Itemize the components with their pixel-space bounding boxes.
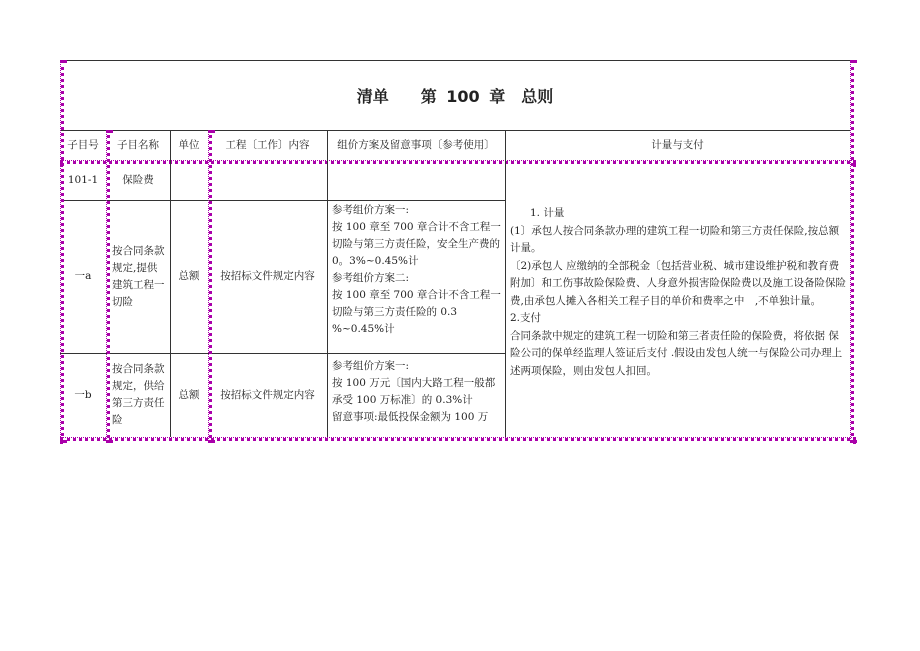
row-content: 按招标文件规定内容 (220, 270, 315, 282)
row-name-text: 按合同条款规定，供给第三方责任险 (112, 363, 165, 426)
payment-line: 1. 计量 (530, 207, 565, 219)
row-name-text: 按合同条款规定,提供建筑工程一切险 (112, 244, 165, 308)
row-code: 101-1 (67, 173, 99, 186)
row-unit: 总额 (178, 388, 200, 401)
payment-line: 合同条款中规定的建筑工程一切险和第三者责任险的保险费，将依据 保险公司的保单经监理人签证后支付 .假设由发包人统一与保险公司办理上述两项保险，则由发包人扣回。 (510, 329, 843, 377)
table-border (60, 60, 850, 61)
pricing-line: 参考组价方案二: (332, 272, 410, 284)
page-title: 清单 第 100 章 总则 (356, 86, 554, 106)
row-pricing (332, 358, 502, 436)
payment-line: 2.支付 (510, 312, 542, 324)
payment-text (510, 205, 847, 380)
row-pricing (332, 202, 502, 338)
header-payment: 计量与支付 (651, 138, 704, 151)
pricing-line: 参考组价方案一: (332, 360, 410, 372)
pricing-line: 按 100 万元〔国内大路工程一般都承受 100 万标准〕的 0.3%计 (332, 377, 496, 406)
table-border (505, 130, 506, 437)
table-border (850, 60, 854, 443)
header-unit: 单位 (178, 138, 200, 151)
header-content: 工程〔工作〕内容 (225, 138, 310, 151)
header-code: 子目号 (67, 138, 99, 151)
table-border (60, 160, 856, 164)
pricing-line: 参考组价方案一: (332, 204, 410, 216)
row-content: 按招标文件规定内容 (220, 388, 315, 401)
row-name (112, 353, 166, 437)
header-name: 子目名称 (117, 138, 159, 151)
row-code: 一a (74, 270, 92, 282)
payment-line: 〔2)承包人 应缴纳的全部税金〔包括营业税、城市建设维护税和教育费附加〕和工伤事故险保险费、人身意外损害险保险费以及施工设备险保险费,由承包人摊入各相关工程子目的单价和费率之中 ,不单独计量。 (510, 259, 846, 307)
table-border (327, 130, 328, 437)
row-name: 保险费 (122, 173, 154, 186)
pricing-line: 按 100 章至 700 章合计不含工程一切险与第三方责任险，安全生产费的 0。3%~0.45%计 (332, 221, 501, 267)
payment-line: (1〕承包人按合同条款办理的建筑工程一切险和第三方责任保险,按总额计量。 (510, 224, 840, 254)
header-pricing: 组价方案及留意事项〔参考使用〕 (337, 138, 495, 151)
row-name (112, 200, 166, 353)
pricing-line: 按 100 章至 700 章合计不含工程一切险与第三方责任险的 0.3 %~0.45%计 (332, 289, 501, 335)
table-border (60, 437, 856, 441)
row-code: 一b (74, 388, 92, 401)
row-unit: 总额 (178, 270, 200, 282)
pricing-line: 留意事项:最低投保金额为 100 万 (332, 411, 489, 423)
